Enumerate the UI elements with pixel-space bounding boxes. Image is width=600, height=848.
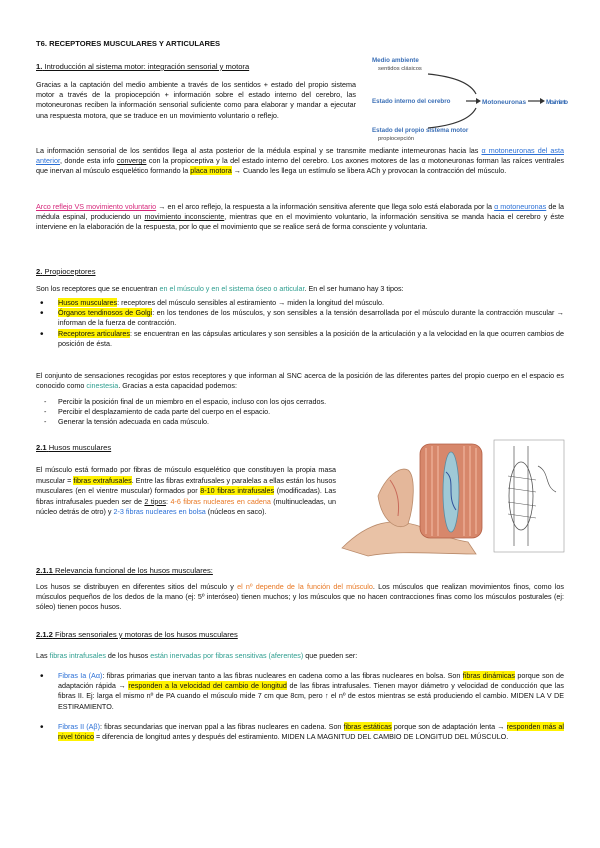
list-item: • Receptores articulares: se encuentran en las cápsulas articulares y son sensibles a la posición de la articulación y a la velocidad en la que ocurren cambios de posición de ésta.: [36, 329, 564, 349]
list-item: • Husos musculares: receptores del músculo sensibles al estiramiento → miden la longitud del músculo.: [36, 298, 564, 308]
muscle-spindle-illustration: [338, 436, 568, 558]
list-item-fibras-ia: • Fibras Ia (Aα): fibras primarias que inervan tanto a las fibras nucleares en cadena como a las fibras nucleares en bolsa. Son fibras dinámicas porque son de adaptación rápida → responden a la velocidad del cambio de longitud de las fibras intrafusales. Tienen mayor diámetro y velocidad de conducción que las fibras II. Ej: larga el mismo nº de PA cuando el músculo mide 7 cm que 8cm, pero ↑ el nº de estos mientras se está produciendo el cambio. MIDEN LA V DE ESTIRAMIENTO.: [36, 671, 564, 712]
document-title: T6. RECEPTORES MUSCULARES Y ARTICULARES: [36, 39, 221, 48]
spindle-detail: [494, 440, 564, 552]
list-item-fibras-ii: • Fibras II (Aβ): fibras secundarias que inervan ppal a las fibras nucleares en cadena. Son fibras estáticas porque son de adaptación lenta → responden más al nivel tónico = diferencia de longitud antes y después del estiramiento. MIDEN LA MAGNITUD DEL CAMBIO DE LONGITUD DEL MÚSCULO.: [36, 722, 564, 742]
muscle-belly: [378, 469, 413, 527]
section-1-paragraph-3: Arco reflejo VS movimiento voluntario → en el arco reflejo, la respuesta a la información sensitiva aferente que llega solo está elaborada por la α motoneuronas de la médula espinal, produciendo un movimiento inconsciente, mientras que en el movimiento voluntario, la información sensitiva se manda hacia el cerebro y éste interviene en la elaboración de la respuesta, por lo que el movimiento que se realice será de forma consciente y voluntaria.: [36, 202, 565, 232]
cinestesia-paragraph: El conjunto de sensaciones recogidas por estos receptores y que informan al SNC acerca de la posición de las diferentes partes del propio cuerpo en el espacio es conocido como cinestesia. Gracias a esta capacidad podemos:: [36, 371, 564, 391]
fibras-list: [36, 671, 564, 742]
section-2-heading: 2. Propioceptores: [36, 267, 96, 276]
section-2-intro: Son los receptores que se encuentran en el músculo y en el sistema óseo o articular. En el ser humano hay 3 tipos:: [36, 284, 404, 293]
fibras-intro: Las fibras intrafusales de los husos están inervadas por fibras sensitivas (aferentes) que pueden ser:: [36, 651, 358, 660]
diagram-center-label: Motoneuronas: [482, 99, 527, 106]
relevancia-paragraph: Los husos se distribuyen en diferentes sitios del músculo y el nº depende de la función del músculo. Los músculos que realizan movimientos finos, como los músculos pequeños de los dedos de la mano (ej: 5º interóseo) tienen muchos; y los músculos que no hacen contracciones finas como los músculos posturales (ej: sóleo) tienen pocos husos.: [36, 582, 564, 612]
diagram-arrow-top: [428, 74, 476, 94]
diagram-bot-sub: propiocepción: [378, 136, 415, 142]
diagram-top-label: Medio ambiente: [372, 57, 419, 64]
section-1-paragraph-1: Gracias a la captación del medio ambiente a través de los sentidos + estado del propio sistema motor a través de la propiocepción + información sobre el estado interno del cerebro, las motoneuronas reciben la información sensorial suficiente como para elaborar y mandar a ejecutar una respuesta motora, que se traduce en un movimiento voluntario o reflejo.: [36, 80, 356, 120]
section-2-1-heading: 2.1 Husos musculares: [36, 443, 112, 452]
propioceptor-list: [36, 298, 564, 349]
diagram-right-label: Movimiento: [546, 99, 568, 106]
diagram-mid-label: Estado interno del cerebro: [372, 98, 451, 105]
diagram-arrow-bottom: [428, 108, 476, 128]
diagram-arrow-right-head: [540, 98, 545, 104]
abilities-list: [36, 397, 564, 428]
list-item: - Percibir la posición final de un miembro en el espacio, incluso con los ojos cerrados.: [36, 397, 564, 407]
list-item: - Percibir el desplazamiento de cada parte del cuerpo en el espacio.: [36, 407, 564, 417]
diagram-bot-label: Estado del propio sistema motor: [372, 127, 469, 134]
sensorimotor-diagram: [368, 54, 568, 146]
section-2-1-1-heading: 2.1.1 Relevancia funcional de los husos musculares:: [36, 566, 213, 575]
section-2-1-2-heading: 2.1.2 Fibras sensoriales y motoras de los husos musculares: [36, 630, 238, 639]
section-1-heading: 1. Introducción al sistema motor: integración sensorial y motora: [36, 62, 250, 71]
section-1-paragraph-2: La información sensorial de los sentidos llega al asta posterior de la médula espinal y se transmite mediante interneuronas hacia las α motoneuronas del asta anterior, donde esta info converge con la propioceptiva y la del estado interno del cerebro. Los axones motores de las α motoneuronas forman las raíces ventrales que inervan al músculo esquelético formando la placa motora → Cuando les llega un estímulo se libera ACh y provocan la contracción del músculo.: [36, 146, 564, 176]
husos-paragraph: El músculo está formado por fibras de músculo esquelético que constituyen la propia masa muscular = fibras extrafusales. Entre las fibras extrafusales y paralelas a ellas están los husos musculares (en el vientre muscular) formados por 8-10 fibras intrafusales (modificadas). Las fibras intrafusales pueden ser de 2 tipos: 4-6 fibras nucleares en cadena (multinucleadas, un núcleo detrás de otro) y 2-3 fibras nucleares en bolsa (núcleos en saco).: [36, 465, 337, 517]
diagram-top-sub: sentidos clásicos: [378, 66, 422, 72]
list-item: • Órganos tendinosos de Golgi: en los tendones de los músculos, y son sensibles a la tensión desarrollada por el músculo durante la contracción muscular → informan de la fuerza de contracción.: [36, 308, 564, 328]
list-item: - Generar la tensión adecuada en cada músculo.: [36, 417, 564, 427]
muscle-bundle: [420, 444, 482, 538]
diagram-arrow-head: [476, 98, 481, 104]
